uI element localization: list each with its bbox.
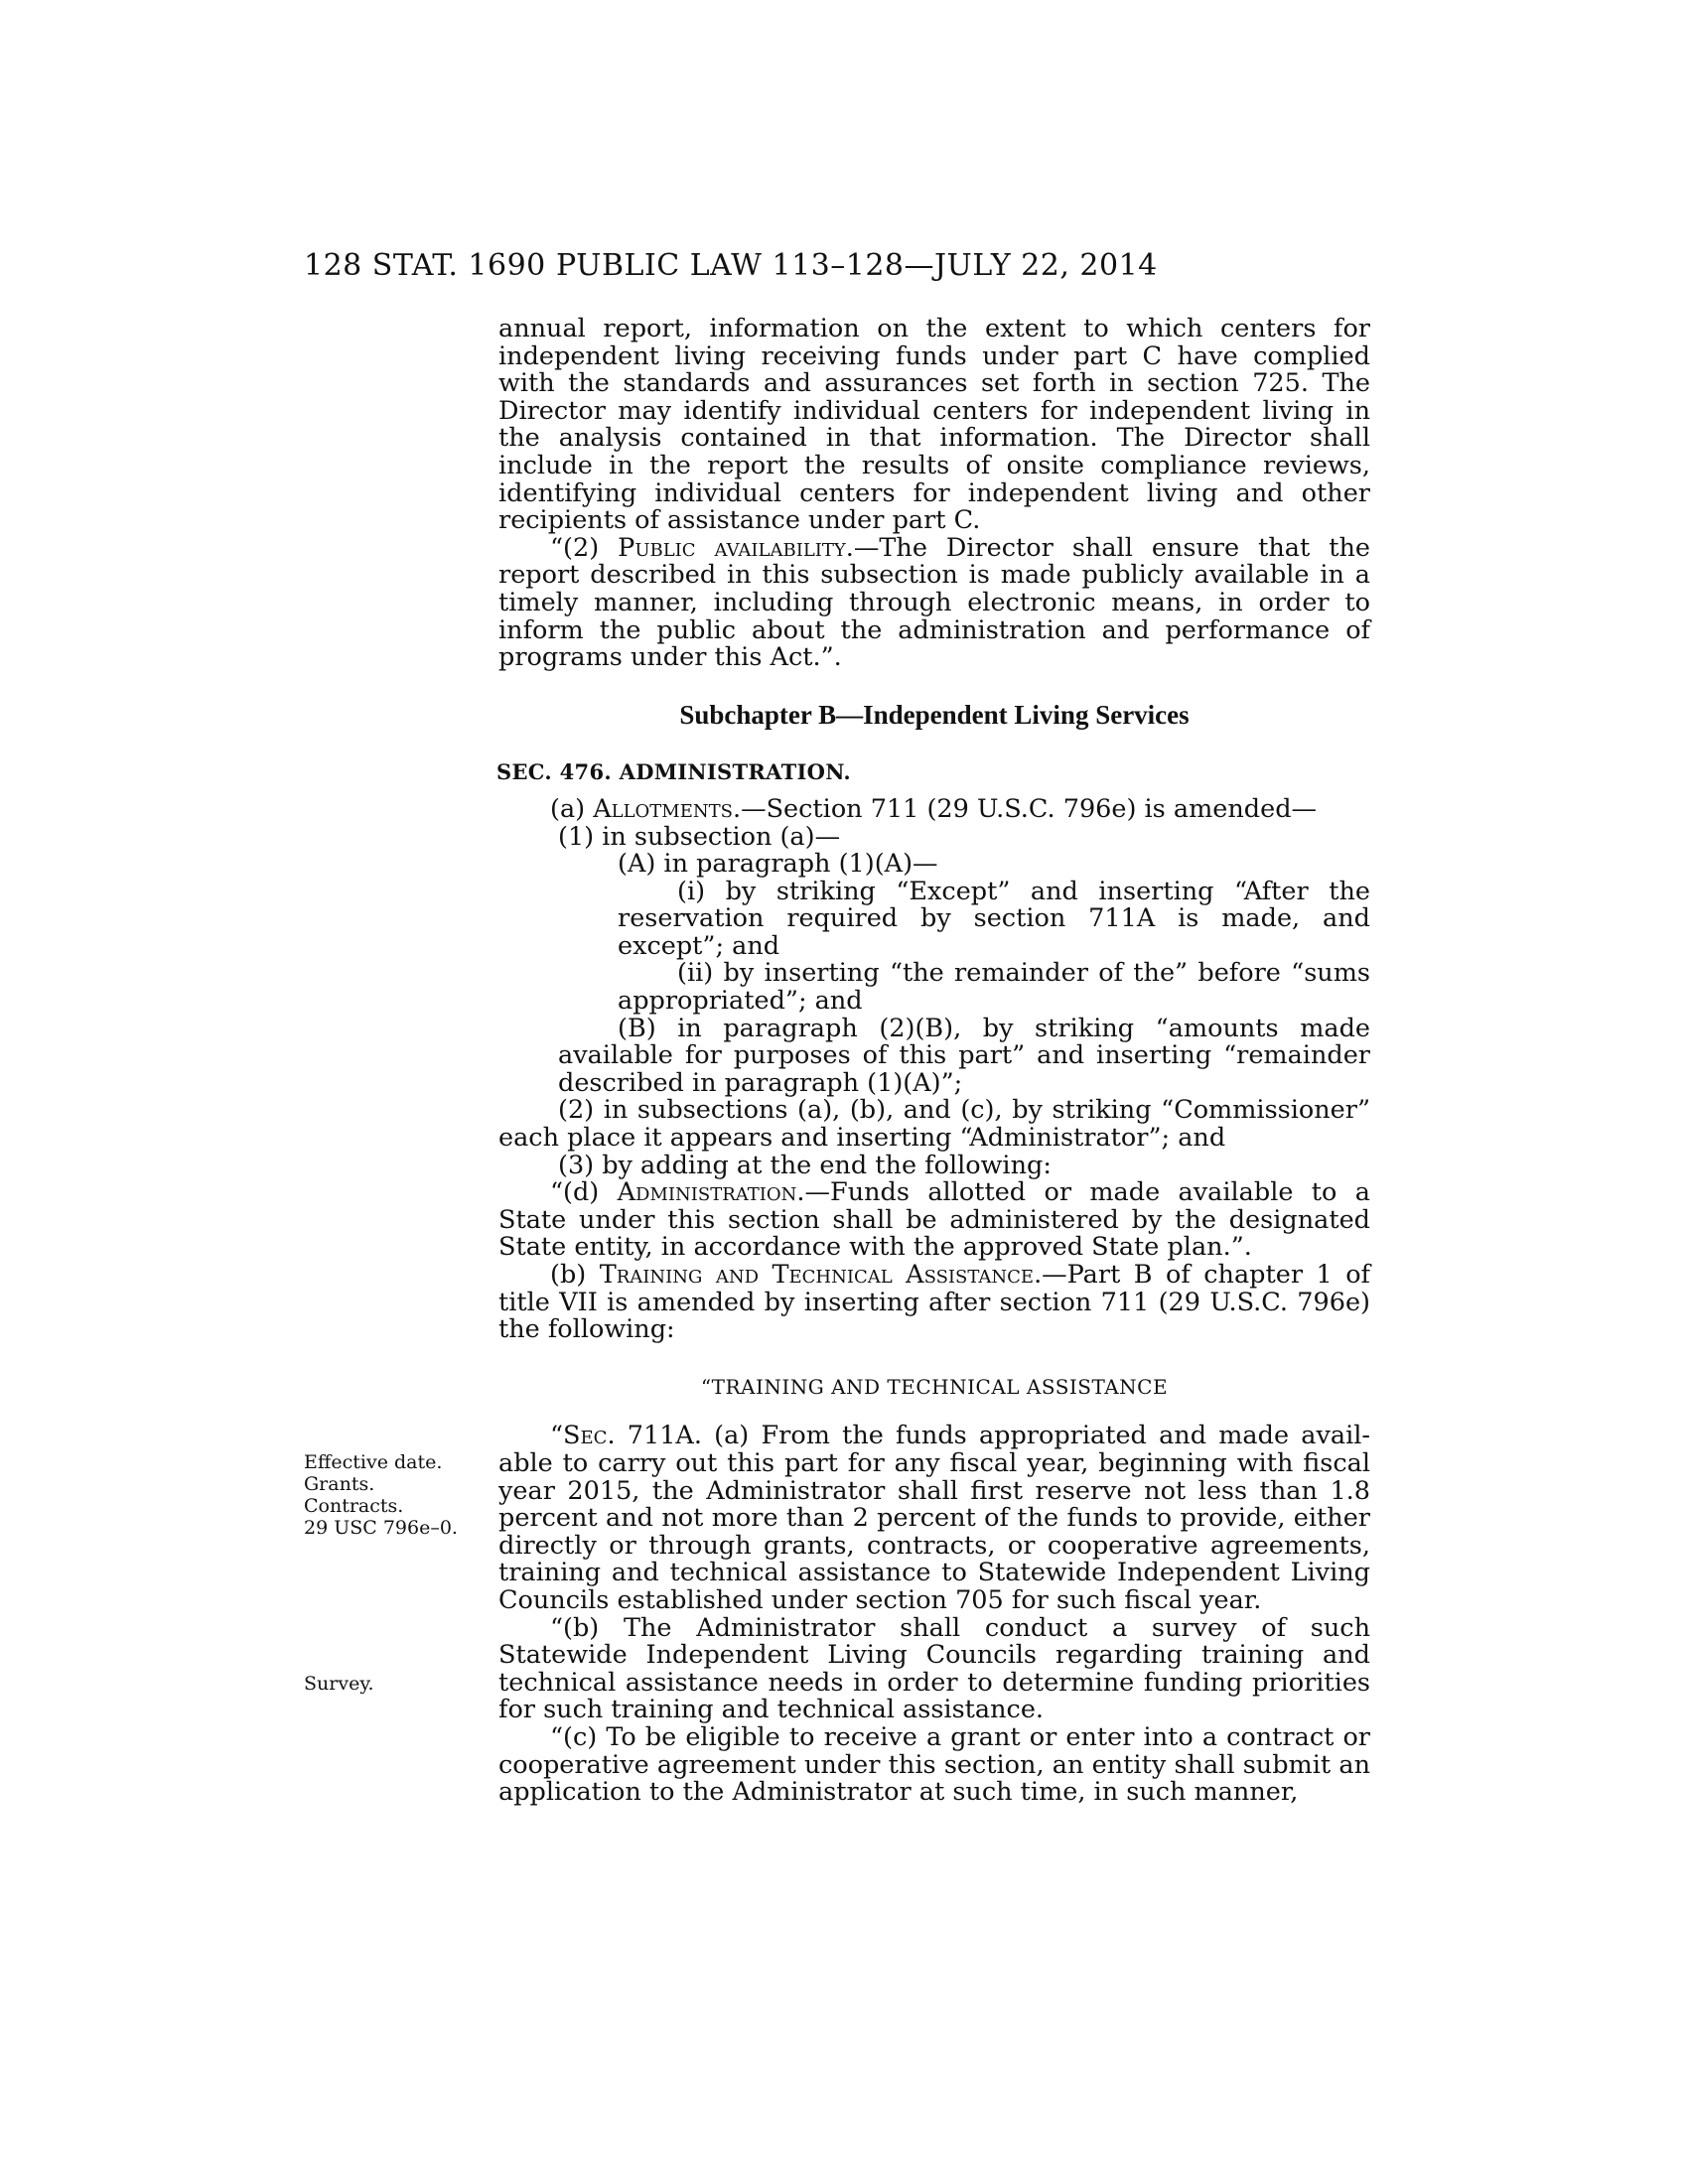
clause-ii: (ii) by inserting “the remainder of the” before “sums appropriated”; and — [618, 958, 1370, 1017]
page-header — [0, 248, 1688, 288]
margin-notes-effective-date — [304, 1451, 483, 1539]
paragraph-caption: Public availability — [618, 532, 846, 563]
public-law-title: PUBLIC LAW 113–128—JULY 22, 2014 — [556, 248, 1158, 283]
clause-1: (1) in subsection (a)— — [558, 821, 841, 852]
paragraph-text: .—Part B of chapter 1 of title VII is amended by inserting after section 711 (29 U.S.C. 796e) the following: — [498, 1260, 1371, 1345]
paragraph-text: .—The Director shall ensure that the report described in this subsection is made publicly available in a timely manner, including through electronic means, in order to inform the public about the administration and performance of programs under this Act.”. — [498, 532, 1371, 673]
paragraph-prefix: “(d) — [550, 1177, 618, 1208]
margin-note: Grants. — [304, 1473, 375, 1495]
margin-note: Survey. — [304, 1673, 374, 1695]
paragraph-text: . 711A. (a) From the funds appropriated and made available to carry out this part for any fiscal year, beginning with fiscal year 2015, the Administrator shall first reserve not less than 1.8 percent and not more than 2 percent of the funds to provide, either directly or through grants, contracts, or cooperative agreements, training and technical assistance to Statewide Independent Living Councils established under section 705 for such fiscal year. — [498, 1421, 1370, 1615]
clause-2: (2) in subsections (a), (b), and (c), by striking “Commissioner” each place it appears and inserting “Administrator”; and — [498, 1095, 1370, 1154]
paragraph-allotments — [498, 793, 1370, 824]
paragraph-caption: Training and Technical Assistance — [599, 1260, 1035, 1290]
paragraph-caption: Sec — [563, 1421, 608, 1451]
statute-reference: 128 STAT. 1690 — [304, 248, 546, 283]
clause-3: (3) by adding at the end the following: — [558, 1150, 1052, 1180]
margin-note: Effective date. — [304, 1451, 443, 1473]
paragraph-administration — [498, 1179, 1370, 1262]
margin-notes-survey — [304, 1673, 483, 1695]
paragraph-annual-report: annual report, information on the extent to which centers for independent living receiving funds under part C have complied with the standards and assurances set forth in section 725. The Director may identify individual centers for independent living in the analysis contained in that information. The Director shall include in the report the results of onsite compliance reviews, identifying individual centers for independent living and other recipients of assistance under part C. — [498, 314, 1370, 536]
paragraph-prefix: (b) — [550, 1260, 600, 1290]
clause-i: (i) by striking “Except” and inserting “After the reservation required by section 711A is made, and except”; and — [618, 876, 1370, 961]
training-caption: “TRAINING AND TECHNICAL ASSISTANCE — [700, 1374, 1169, 1399]
paragraph-sec-711a — [498, 1423, 1370, 1614]
paragraph-public-availability — [498, 532, 1371, 673]
clause-A: (A) in paragraph (1)(A)— — [618, 849, 938, 880]
paragraph-survey: “(b) The Administrator shall conduct a survey of such Statewide Independent Living Councils regarding training and technical assistance needs in order to determine funding priorities for such training and technical assistance. — [498, 1612, 1370, 1725]
paragraph-text: .—Section 711 (29 U.S.C. 796e) is amended— — [732, 793, 1318, 824]
paragraph-eligibility: “(c) To be eligible to receive a grant or enter into a contract or cooperative agreement under this section, an entity shall submit an application to the Administrator at such time, in such manner, — [498, 1721, 1370, 1808]
paragraph-training — [498, 1262, 1370, 1344]
section-heading: SEC. 476. ADMINISTRATION. — [496, 759, 851, 785]
paragraph-caption: Administration — [617, 1177, 797, 1208]
clause-B: (B) in paragraph (2)(B), by striking “amounts made available for purposes of this part” and inserting “remainder described in paragraph (1)(A)”; — [558, 1013, 1370, 1098]
paragraph-prefix: “(2) — [550, 532, 619, 563]
paragraph-text: .—Funds allotted or made available to a State under this section shall be administered by the designated State entity, in accordance with the approved State plan.”. — [498, 1177, 1370, 1263]
paragraph-prefix: “ — [550, 1421, 564, 1451]
paragraph-caption: Allotments — [593, 793, 733, 824]
body-text — [498, 316, 1370, 1807]
paragraph-prefix: (a) — [550, 793, 594, 824]
subchapter-heading: Subchapter B—Independent Living Services — [679, 699, 1190, 730]
margin-note: 29 USC 796e–0. — [304, 1517, 458, 1539]
margin-note: Contracts. — [304, 1495, 404, 1517]
